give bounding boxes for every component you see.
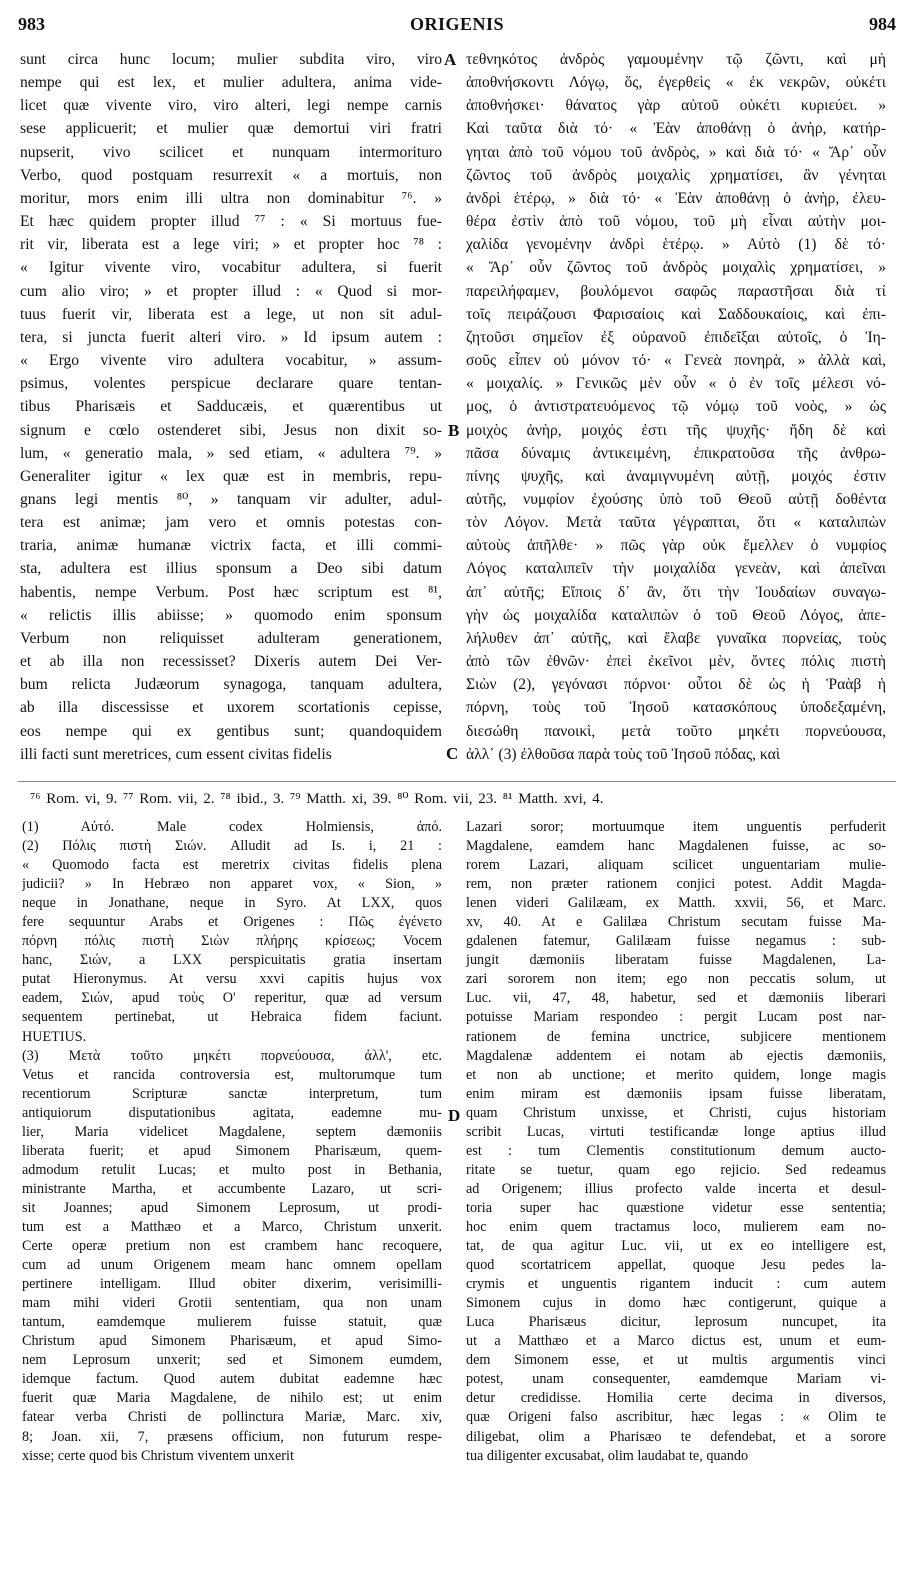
greek-text-line: λήλυθεν ἀπ᾽ αὐτῆς, καὶ ἔλαβε γυναῖκα πορνείας, τοὺς bbox=[466, 629, 886, 647]
greek-text-line: γὴν ὡς μοιχαλίδα καταλιπὼν ὁ τοῦ Θεοῦ Λόγος, ἀπε- bbox=[466, 606, 886, 624]
latin-text-line: nupserit, vivo scilicet et nunquam intermoriturо bbox=[20, 143, 442, 161]
footnote-line: diligebat, olim a Pharisæo te defendebat, et a sorore bbox=[466, 1428, 886, 1445]
latin-text-line: « Ergo vivente viro adultera vocabitur, » assum- bbox=[20, 352, 442, 370]
greek-text-line: Σιὼν (2), γεγόνασι πόρνοι· οὗτοι δὲ ὡς ἡ Ῥαὰβ ἡ bbox=[466, 676, 886, 694]
latin-text-line: Verbo, quod postquam resurrexit « a mortuis, non bbox=[20, 166, 442, 184]
footnote-line: « Quomodo facta est meretrix civitas fidelis plena bbox=[22, 857, 442, 874]
latin-text-line: lum, « generatio mala, » sed etiam, « adultera ⁷⁹. » bbox=[20, 444, 442, 462]
footnote-line: tum est a Matthæo et a Marco, Christum unxerit. bbox=[22, 1218, 442, 1235]
footnote-line: enim miram est dæmoniis ipsam fuisse liberatam, bbox=[466, 1085, 886, 1102]
footnote-line: cum ad unum Origenem meam hanc omnem opellam bbox=[22, 1257, 442, 1274]
latin-text-line: tuus fuerit vir, liberata est a lege, ut non sit adul- bbox=[20, 305, 442, 323]
footnote-line: ad Origenem; illius profecto valde incerta et desul- bbox=[466, 1180, 886, 1197]
greek-text-line: « Ἄρ᾽ οὖν ζῶντος τοῦ ἀνδρὸς μοιχαλὶς χρηματίσει, » bbox=[466, 259, 886, 277]
greek-text-line: μοιχὸς ἀνὴρ, μοιχός ἐστι τῆς ψυχῆς· ἤδη δὲ καὶ bbox=[466, 421, 886, 439]
footnote-line: neque in Jonathane, neque in Syro. At LXX, quos bbox=[22, 895, 442, 912]
footnote-line: antiquiorum disputationibus agitata, eademne mu- bbox=[22, 1104, 442, 1121]
footnote-line: fatear verba Christi de pollinctura Mariæ, Marc. xiv, bbox=[22, 1409, 442, 1426]
footnote-line: HUETIUS. bbox=[22, 1028, 87, 1045]
footnote-line: ut a Matthæo et a Marco dictus est, unum et eum- bbox=[466, 1333, 886, 1350]
running-title: ORIGENIS bbox=[409, 14, 505, 34]
footnote-line: Simonem cujus in domo hæc contigerunt, quique a bbox=[466, 1295, 886, 1312]
greek-text-line: ζῶντος τοῦ ἀνδρὸς μοιχαλὶς χρηματίσει, ἂν γένηται bbox=[466, 166, 886, 184]
footnote-line: fuerit quæ Maria Magdalene, de nihilo est; ut enim bbox=[22, 1390, 442, 1407]
scripture-references: ⁷⁶ Rom. vi, 9. ⁷⁷ Rom. vii, 2. ⁷⁸ ibid., 3. ⁷⁹ Matth. xi, 39. ⁸⁰ Rom. vii, 23. ⁸¹ Matth. xvi, 4. bbox=[30, 791, 604, 807]
footnote-line: idemque factum. Quod autem dubitat eademne hæc bbox=[22, 1371, 442, 1388]
greek-text-line: Λόγος καταλιπεῖν τὴν μοιχαλίδα γενεὰν, καὶ ἀπεῖναι bbox=[466, 560, 886, 578]
greek-text-line: παρειλήφαμεν, βουλόμενοι σαφῶς παραστῆσαι διὰ τί bbox=[466, 282, 886, 300]
latin-text-line: illi facti sunt meretrices, cum essent civitas fidelis bbox=[20, 745, 332, 763]
greek-text-line: διεσώθη πανοικὶ, μετὰ τοῦτο μηκέτι πορνεύουσα, bbox=[466, 722, 886, 740]
footnote-line: hoc enim quem tractamus loco, mulierem eam no- bbox=[466, 1218, 886, 1235]
footnote-line: est : tum Clementis constitutionum demum aucto- bbox=[466, 1142, 886, 1159]
latin-text-line: signum e cœlo ostenderet sibi, Jesus non dixit so- bbox=[20, 421, 442, 439]
greek-text-line: πᾶσα δύναμις ἀντικειμένη, ἐπικρατοῦσα τῆς ἀνθρω- bbox=[466, 444, 886, 462]
footnote-line: mam mihi videri Grotii sententiam, qua non unam bbox=[22, 1295, 442, 1312]
page-number-left: 983 bbox=[18, 14, 45, 34]
footnote-line: lier, Maria videlicet Magdalene, septem dæmoniis bbox=[22, 1123, 442, 1140]
footnote-line: sequentem pertinebat, ut Hebraica fidem faciunt. bbox=[22, 1009, 442, 1026]
footnote-line: gdalenen fatemur, Galilæam fuisse negamus : sub- bbox=[466, 933, 886, 950]
latin-text-line: sta, adultera est illius sponsum a Deo sibi datum bbox=[20, 560, 442, 578]
footnote-line: putat Hieronymus. At versu xxvi capitis hujus vox bbox=[22, 971, 442, 988]
footnote-line: quod scortatricem appellat, quoque Jesu pedes la- bbox=[466, 1257, 886, 1274]
greek-text-line: σοῦς εἶπεν οὐ μόνον τό· « Γενεὰ πονηρὰ, » ἀλλὰ καὶ, bbox=[466, 352, 886, 370]
greek-text-line: χαλίδα γενομένην ἀνδρὶ ἑτέρῳ. » Αὐτὸ (1) δὲ τό· bbox=[466, 236, 886, 254]
footnote-line: (1) Αὐτό. Male codex Holmiensis, ἀπό. bbox=[22, 819, 442, 835]
section-marker-c: C bbox=[446, 744, 459, 763]
footnotes-right-column bbox=[466, 818, 886, 1466]
footnote-line: 8; Joan. xii, 7, præsens officium, non futurum respe- bbox=[22, 1428, 442, 1445]
footnote-line: Vetus et rancida controversia est, multorumque tum bbox=[22, 1066, 442, 1083]
footnote-line: tantum, eamdemque mulierem fuisse statuit, quæ bbox=[22, 1314, 442, 1331]
footnote-line: pertinere intelligam. Illud obiter dixerim, verisimilli- bbox=[22, 1276, 442, 1293]
latin-text-line: « relictis illis abiisse; » quomodo enim sponsum bbox=[20, 606, 442, 624]
footnote-line: judicii? » In Hebræo non apparet vox, « Sion, » bbox=[22, 876, 442, 893]
greek-text-line: ἀπ᾽ αὐτῆς; Εἴποις δ᾽ ἂν, ὅτι τὴν Ἰουδαίων συναγω- bbox=[466, 583, 886, 601]
footnote-line: fere sequuntur Arabs et Origenes : Πῶς ἐγένετο bbox=[22, 914, 442, 931]
footnote-line: jungit dæmoniis liberatam fuisse Magdalenen, La- bbox=[466, 952, 886, 969]
footnote-line: toria super hac quæstione videtur esse sententia; bbox=[466, 1199, 886, 1216]
footnote-line: admodum retulit Lucas; et multo post in Bethania, bbox=[22, 1161, 442, 1178]
footnote-line: Lazari soror; mortuumque item unguentis perfuderit bbox=[466, 819, 886, 835]
footnote-line: (3) Μετὰ τοῦτο μηκέτι πορνεύουσα, ἀλλ', etc. bbox=[22, 1047, 442, 1064]
latin-text-line: cum alio viro; » et propter illud : « Quod si mor- bbox=[20, 282, 442, 300]
greek-text-line: μος, ὁ ἀντιστρατευόμενος τῷ νόμῳ τοῦ νοὸς, » ὡς bbox=[466, 398, 886, 416]
latin-text-line: « Igitur vivente viro, vocabitur adultera, si fuerit bbox=[20, 259, 442, 277]
greek-text-line: Καὶ ταῦτα διὰ τό· « Ἐὰν ἀποθάνῃ ὁ ἀνὴρ, κατήρ- bbox=[466, 120, 886, 138]
footnote-line: xv, 40. At e Galilæa Christum secutam fuisse Ma- bbox=[466, 914, 886, 931]
footnote-line: potuisse Mariam respondeo : pergit Lucam post nar- bbox=[466, 1009, 886, 1026]
greek-text-line: τεθνηκότος ἀνδρὸς γαμουμένην τῷ ζῶντι, καὶ μὴ bbox=[466, 51, 886, 68]
greek-text-line: πίνης ψυχῆς, καὶ ἀναμιγνυμένη αὐτῇ, μοιχός ἐστιν bbox=[466, 467, 886, 485]
footnote-line: detur credidisse. Homilia certe decima in diversos, bbox=[466, 1390, 886, 1407]
latin-text-line: sunt circa hunc locum; mulier subdita viro, viro bbox=[20, 51, 442, 68]
footnote-line: tat, de qua agitur Luc. vii, ut ex eo intelligere est, bbox=[466, 1238, 886, 1255]
latin-text-line: Generaliter igitur « lex quæ est in membris, repu- bbox=[20, 467, 442, 485]
footnote-line: dem Simonem esse, et ut multis argumentis vinci bbox=[466, 1352, 886, 1369]
footnote-line: ministrante Martha, et accumbente Lazaro, ut scri- bbox=[22, 1180, 442, 1197]
latin-text-line: rit vir, liberata est a lege viri; » et propter hoc ⁷⁸ : bbox=[20, 236, 442, 254]
footnote-line: potest, unam consequenter, eamdemque Mariam vi- bbox=[466, 1371, 886, 1388]
divider-line bbox=[18, 781, 896, 782]
greek-text-line: ἀποθνήσκει· θάνατος γὰρ αὐτοῦ οὐκέτι κυριεύει. » bbox=[466, 97, 886, 115]
footnote-line: rationem de femina unctrice, subjicere mentionem bbox=[466, 1028, 886, 1045]
footnote-line: rorem Lazari, aliquam scilicet unguentariam mulie- bbox=[466, 857, 886, 874]
latin-text-line: eos nempe qui ex gentibus sunt; quandoquidem bbox=[20, 722, 442, 740]
footnote-line: hanc, Σιών, a LXX perspicuitatis gratia insertam bbox=[22, 952, 442, 969]
footnote-line: rem, non præter rationem conjici potest. Addit Magda- bbox=[466, 876, 886, 893]
greek-text-line: « μοιχαλίς. » Γενικῶς μὲν οὖν « ὁ ἐν τοῖς μέλεσι νό- bbox=[466, 375, 886, 393]
section-marker-a: A bbox=[444, 50, 457, 69]
latin-text-line: tera, si juncta fuerit alteri viro. » Id ipsum autem : bbox=[20, 328, 442, 346]
footnote-line: nem Leprosum unxerit; sed et Simonem eumdem, bbox=[22, 1352, 442, 1369]
footnote-line: zari sororem non item; ego non peccatis solum, ut bbox=[466, 971, 886, 988]
footnote-line: xisse; certe quod bis Christum viventem unxerit bbox=[22, 1447, 294, 1464]
footnote-line: Luca Pharisæus dicitur, leprosum nuncupet, ita bbox=[466, 1314, 886, 1331]
latin-text-line: licet quæ vivente viro, viro alteri, legi nempe carnis bbox=[20, 97, 442, 115]
page-number-right: 984 bbox=[869, 14, 896, 34]
latin-text-line: bum relicta Judæorum synagoga, tanquam adultera, bbox=[20, 676, 442, 694]
latin-text-column bbox=[20, 48, 442, 766]
greek-text-line: αὐτῆς, νυμφίον ἐχούσης ὑπὸ τοῦ Θεοῦ αὐτῇ δοθέντα bbox=[466, 490, 886, 508]
footnote-line: (2) Πόλις πιστὴ Σιών. Alludit ad Is. i, 21 : bbox=[22, 838, 442, 855]
footnote-line: sit Joannes; apud Simonem Leprosum, ut prodi- bbox=[22, 1199, 442, 1216]
greek-text-line: τοῖς πειράζουσι Φαρισαίοις καὶ Σαδδουκαίοις, καὶ ἐπι- bbox=[466, 305, 886, 323]
latin-text-line: gnans legi mentis ⁸⁰, » tanquam vir adulter, adul- bbox=[20, 490, 442, 508]
footnote-line: Luc. vii, 47, 48, habetur, sed et dæmoniis liberari bbox=[466, 990, 886, 1007]
greek-text-line: ἀπὸ τῶν ἐθνῶν· ἐπεὶ ἐκεῖνοι μὲν, ὄντες πόλις πιστὴ bbox=[466, 653, 886, 671]
latin-text-line: psimus, volentes perspicue declarare quare tentan- bbox=[20, 375, 442, 393]
greek-text-line: ἀλλ᾽ (3) ἐλθοῦσα παρὰ τοὺς τοῦ Ἰησοῦ πόδας, καὶ bbox=[466, 745, 781, 763]
footnote-line: eadem, Σιών, apud τοὺς Ο' reperitur, quæ ad versum bbox=[22, 990, 442, 1007]
latin-text-line: traria, animæ humanæ victrix facta, et illi commi- bbox=[20, 537, 442, 555]
footnote-line: Christum apud Simonem Pharisæum, et apud Simo- bbox=[22, 1333, 442, 1350]
footnote-line: πόρνη πόλις πιστὴ Σιὼν πλήρης κρίσεως; Vocem bbox=[22, 933, 442, 950]
latin-text-line: moritur, mors enim illi ultra non dominabitur ⁷⁶. » bbox=[20, 189, 442, 207]
latin-text-line: Verbum non reliquisset adulteram generationem, bbox=[20, 629, 442, 647]
footnotes-left-column bbox=[22, 818, 442, 1466]
greek-text-line: θέρα ἐστὶν ἀπὸ τοῦ νόμου, τοῦ μὴ εἶναι αὐτὴν μοι- bbox=[466, 213, 886, 231]
footnote-line: quam Christum unxisse, et Christi, cujus historiam bbox=[466, 1104, 886, 1121]
page-header bbox=[18, 10, 896, 38]
footnote-line: ritate se tuetur, quam ego rejicio. Sed redeamus bbox=[466, 1161, 886, 1178]
greek-text-line: ἀποθνήσκοντι Λόγῳ, ὅς, ἐγερθεὶς « ἐκ νεκρῶν, οὐκέτι bbox=[466, 74, 886, 92]
greek-text-line: πόρνη, τοὺς τοῦ Ἰησοῦ κατασκόπους ὑποδεξαμένη, bbox=[466, 699, 886, 717]
section-marker-d: D bbox=[448, 1106, 461, 1125]
footnote-line: et non ab unctione; et merito quidem, longe magis bbox=[466, 1066, 886, 1083]
greek-text-line: γηται ἀπὸ τοῦ νόμου τοῦ ἀνδρὸς, » καὶ διὰ τό· « Ἄρ᾽ οὖν bbox=[466, 143, 886, 161]
footnote-line: scribit Lucas, virtuti testificandæ longe aptius illud bbox=[466, 1123, 886, 1140]
latin-text-line: tera est animæ; jam vero et omnis potestas con- bbox=[20, 514, 442, 532]
footnote-line: tua diligenter excusabat, olim laudabat te, quando bbox=[466, 1447, 749, 1464]
footnote-line: recentiorum Scripturæ sanctæ interpretum, tum bbox=[22, 1085, 442, 1102]
latin-text-line: ab illa discessisse et uxorem scortationis cepisse, bbox=[20, 699, 442, 717]
latin-text-line: Et hæc quidem propter illud ⁷⁷ : « Si mortuus fue- bbox=[20, 213, 442, 231]
greek-text-line: ἀνδρὶ ἑτέρῳ, » διὰ τό· « Ἐὰν ἀποθάνῃ ὁ ἀνὴρ, ἐλευ- bbox=[466, 189, 886, 207]
latin-text-line: sese applicuerit; et mulier quæ demortui viri fratri bbox=[20, 120, 442, 138]
greek-text-line: τὸν Λόγον. Μετὰ ταῦτα γέγραπται, ὅτι « καταλιπὼν bbox=[466, 514, 886, 532]
footnote-line: liberata fuerit; et apud Simonem Pharisæum, quem- bbox=[22, 1142, 442, 1159]
section-marker-b: B bbox=[448, 421, 460, 440]
latin-text-line: habentis, nempe Verbum. Post hæc scriptum est ⁸¹, bbox=[20, 583, 442, 601]
footnote-line: Magdalenæ addentem ei notam ab ejectis dæmoniis, bbox=[466, 1047, 886, 1064]
greek-text-line: ζητοῦσι σημεῖον ἐξ οὐρανοῦ ἐπιδεῖξαι αὐτοῖς, ὁ Ἰη- bbox=[466, 328, 886, 346]
footnote-line: lenen videri Galilæam, ex Matth. xxvii, 56, et Marc. bbox=[466, 895, 886, 912]
greek-text-column bbox=[466, 48, 886, 766]
latin-text-line: nempe qui est lex, et mulier adultera, anima vide- bbox=[20, 74, 442, 92]
footnote-line: Magdalene, eamdem hanc Magdalenen fuisse, ac so- bbox=[466, 838, 886, 855]
latin-text-line: et ab illa non recessisset? Dixeris autem Dei Ver- bbox=[20, 653, 442, 671]
latin-text-line: tibus Pharisæis et Sadducæis, et quærentibus ut bbox=[20, 398, 442, 416]
footnote-line: Certe operæ pretium non est crambem hanc recoquere, bbox=[22, 1238, 442, 1255]
footnote-line: crymis et unguentis rigantem inducit : cum autem bbox=[466, 1276, 886, 1293]
greek-text-line: αὐτοὺς ἀπῆλθε· » πῶς γὰρ οὐκ ἔμελλεν ὁ νυμφίος bbox=[466, 537, 886, 555]
footnote-line: quæ Origeni falso ascribitur, hæc legas : « Olim te bbox=[466, 1409, 886, 1426]
